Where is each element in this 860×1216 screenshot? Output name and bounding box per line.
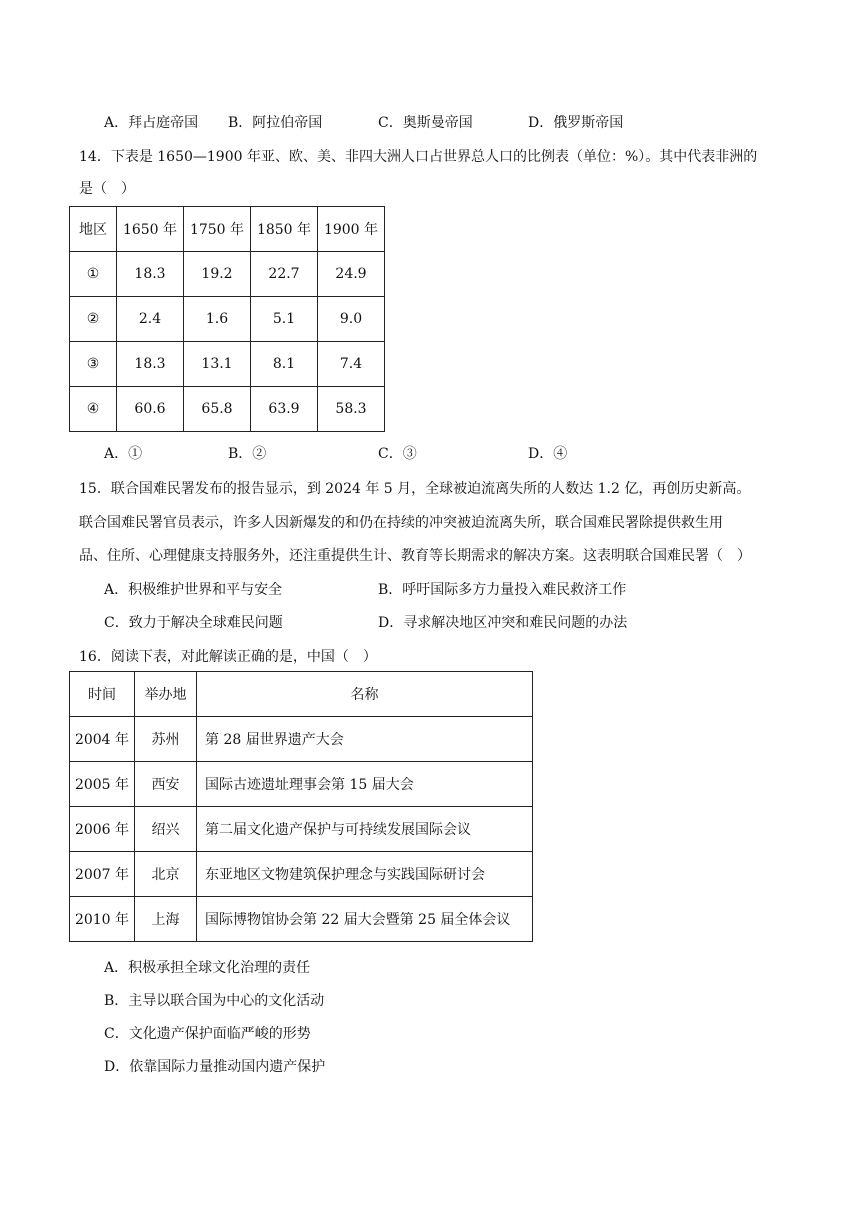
q13-option-c: C．奥斯曼帝国 (378, 115, 473, 131)
table-cell: 7.4 (318, 342, 385, 387)
q15-option-a: A．积极维护世界和平与安全 (104, 582, 283, 598)
table-cell: 18.3 (117, 342, 184, 387)
q14-population-table (69, 206, 385, 432)
table-cell: 西安 (135, 762, 197, 807)
q13-option-b: B．阿拉伯帝国 (228, 115, 323, 131)
table-row (70, 762, 533, 807)
q16-stem: 16．阅读下表，对此解读正确的是，中国（ ） (79, 649, 377, 665)
q14-stem-line2: 是（ ） (79, 181, 135, 197)
table-row (70, 807, 533, 852)
table-cell: 2005 年 (70, 762, 135, 807)
table-cell: 63.9 (251, 387, 318, 432)
table-cell: 绍兴 (135, 807, 197, 852)
q15-option-d: D．寻求解决地区冲突和难民问题的办法 (378, 615, 628, 631)
table-row (70, 297, 385, 342)
table-header-cell: 地区 (70, 207, 117, 252)
table-cell: 2007 年 (70, 852, 135, 897)
q16-option-b: B．主导以联合国为中心的文化活动 (104, 993, 325, 1009)
table-header-cell: 时间 (70, 672, 135, 717)
q14-stem-line1: 14．下表是 1650—1900 年亚、欧、美、非四大洲人口占世界总人口的比例表（单位：%）。其中代表非洲的 (79, 149, 758, 165)
q15-stem-line3: 品、住所、心理健康支持服务外，还注重提供生计、教育等长期需求的解决方案。这表明联合国难民署（ ） (79, 548, 751, 564)
q14-option-d: D．④ (528, 446, 568, 462)
table-cell: 65.8 (184, 387, 251, 432)
table-header-cell: 1650 年 (117, 207, 184, 252)
table-row (70, 252, 385, 297)
q15-option-b: B．呼吁国际多方力量投入难民救济工作 (378, 582, 627, 598)
table-cell: 2004 年 (70, 717, 135, 762)
table-header-cell: 1850 年 (251, 207, 318, 252)
table-cell: 5.1 (251, 297, 318, 342)
table-header-cell: 名称 (197, 672, 533, 717)
table-header-row (70, 207, 385, 252)
table-cell: ④ (70, 387, 117, 432)
q14-option-b: B．② (228, 446, 267, 462)
table-cell: 2010 年 (70, 897, 135, 942)
q16-heritage-table (69, 671, 533, 942)
table-header-row (70, 672, 533, 717)
table-cell: 苏州 (135, 717, 197, 762)
table-row (70, 897, 533, 942)
table-cell: 18.3 (117, 252, 184, 297)
q15-option-c: C．致力于解决全球难民问题 (104, 615, 283, 631)
q14-option-a: A．① (104, 446, 143, 462)
table-row (70, 387, 385, 432)
table-header-cell: 举办地 (135, 672, 197, 717)
table-cell: 1.6 (184, 297, 251, 342)
q13-option-d: D．俄罗斯帝国 (528, 115, 624, 131)
q14-option-c: C．③ (378, 446, 417, 462)
table-cell: 上海 (135, 897, 197, 942)
table-cell: 2006 年 (70, 807, 135, 852)
table-cell: 58.3 (318, 387, 385, 432)
table-header-cell: 1900 年 (318, 207, 385, 252)
table-row (70, 717, 533, 762)
q16-option-c: C．文化遗产保护面临严峻的形势 (104, 1026, 311, 1042)
table-cell: 国际博物馆协会第 22 届大会暨第 25 届全体会议 (197, 897, 533, 942)
q15-stem-line2: 联合国难民署官员表示，许多人因新爆发的和仍在持续的冲突被迫流离失所，联合国难民署除提供救生用 (79, 515, 723, 531)
q16-option-a: A．积极承担全球文化治理的责任 (104, 960, 311, 976)
table-cell: 22.7 (251, 252, 318, 297)
table-cell: 8.1 (251, 342, 318, 387)
table-cell: 东亚地区文物建筑保护理念与实践国际研讨会 (197, 852, 533, 897)
table-cell: 24.9 (318, 252, 385, 297)
table-cell: 国际古迹遗址理事会第 15 届大会 (197, 762, 533, 807)
table-cell: ③ (70, 342, 117, 387)
q15-stem-line1: 15．联合国难民署发布的报告显示，到 2024 年 5 月，全球被迫流离失所的人数达 1.2 亿，再创历史新高。 (79, 481, 751, 497)
table-cell: ① (70, 252, 117, 297)
table-cell: 9.0 (318, 297, 385, 342)
q13-option-a: A．拜占庭帝国 (104, 115, 199, 131)
table-row (70, 852, 533, 897)
table-cell: ② (70, 297, 117, 342)
table-cell: 第 28 届世界遗产大会 (197, 717, 533, 762)
table-cell: 第二届文化遗产保护与可持续发展国际会议 (197, 807, 533, 852)
table-cell: 北京 (135, 852, 197, 897)
table-row (70, 342, 385, 387)
table-cell: 19.2 (184, 252, 251, 297)
table-cell: 13.1 (184, 342, 251, 387)
table-cell: 2.4 (117, 297, 184, 342)
q16-option-d: D．依靠国际力量推动国内遗产保护 (104, 1059, 326, 1075)
table-cell: 60.6 (117, 387, 184, 432)
table-header-cell: 1750 年 (184, 207, 251, 252)
